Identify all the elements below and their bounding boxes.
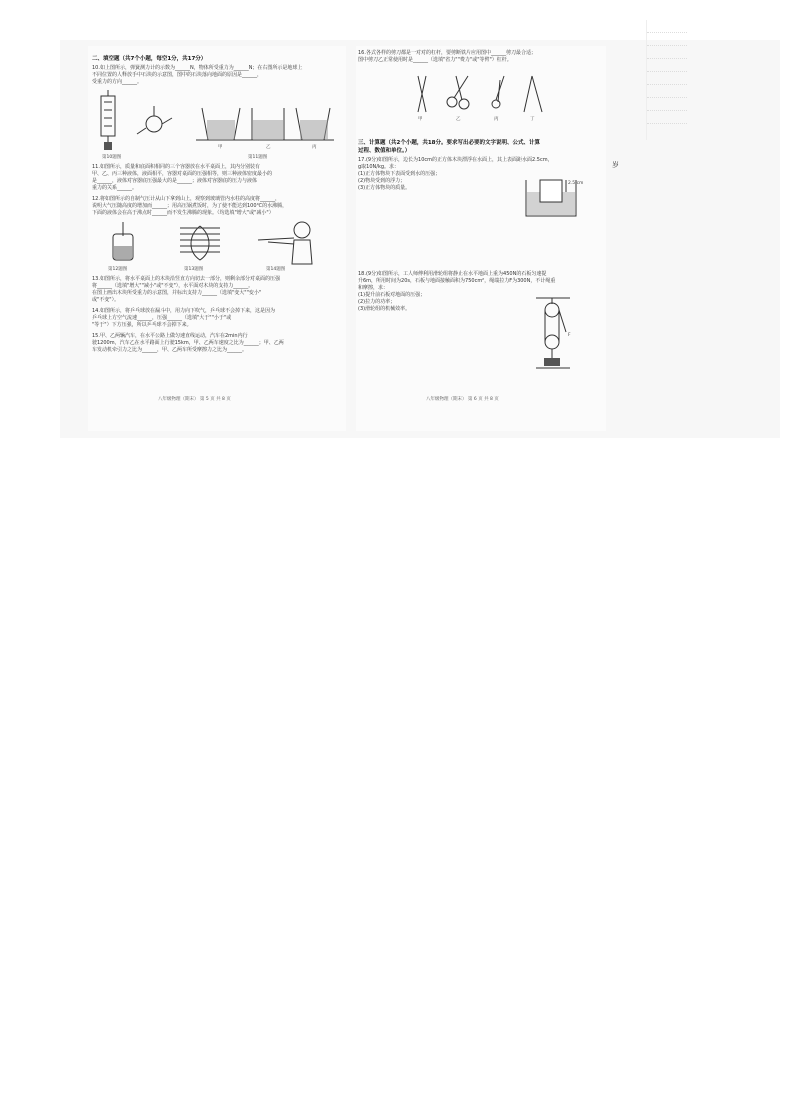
three-vessels-figure <box>196 104 336 142</box>
q14-line: 14.如图所示，将乒乓球放在漏斗中，用力向下吹气，乒乓球不会掉下来，这是因为 <box>92 308 275 314</box>
q14-line: 乒乓球上方空气流速______，压强______（选填"大于""小于"或 <box>92 315 232 321</box>
force-label: F <box>568 333 571 338</box>
q17-line: 17.(9分)如图所示，边长为10cm的正方体木块漂浮在水面上，其上表面距水面2.5cm， <box>358 157 553 163</box>
q14-line: "等于"）下方压强，所以乒乓球不会掉下来。 <box>92 322 192 328</box>
section-heading-calc-2: 过程、数值和单位。） <box>358 148 411 154</box>
earth-stone-figure <box>134 102 174 140</box>
right-page-footer: 八年级物理（期末） 第 6 页 共 8 页 <box>426 397 499 402</box>
q18-line: (2)拉力的功率； <box>358 299 396 305</box>
q13-line: 13.如图所示，将水平桌面上的木块沿竖直方向切去一部分，则剩余部分对桌面的压强 <box>92 276 280 282</box>
q12-caption: 第12题图 <box>108 267 128 272</box>
q18-line: (3)滑轮组的机械效率。 <box>358 306 411 312</box>
spring-scale-figure <box>96 90 120 154</box>
right-page <box>356 46 606 431</box>
q10-caption: 第10题图 <box>102 155 122 160</box>
vessel-label: 乙 <box>266 145 271 150</box>
scissor-label: 乙 <box>456 117 461 122</box>
q10-line: 受重力的方向______。 <box>92 79 143 85</box>
q11-line: 甲、乙、丙三种液体，液面相平，容器对桌面的压强相等，则三种液体密度最小的 <box>92 171 273 177</box>
q13-caption: 第13题图 <box>184 267 204 272</box>
section-heading-fill-in: 二、填空题（共7个小题，每空1分，共17分） <box>92 56 207 62</box>
q12-line: 12.将如图所示的自制气压计从山下拿到山上，观察到玻璃管内水柱的高度将______， <box>92 196 280 202</box>
q14-caption: 第14题图 <box>266 267 286 272</box>
section-heading-calc: 三、计算题（共2个小题，共18分。要求写出必要的文字说明、公式、计算 <box>358 140 540 146</box>
child-blowing-figure <box>256 218 320 266</box>
q18-line: (1)提升前石板对地面的压强； <box>358 292 426 298</box>
q17-line: g取10N/kg。求： <box>358 164 400 170</box>
margin-strip <box>646 20 687 140</box>
q15-line: 驶1200m，汽车乙在水平路面上行驶15km，甲、乙两车速度之比为______；甲、乙两 <box>92 340 284 346</box>
q18-line: 和摩擦，求： <box>358 285 389 291</box>
q12-line: 下面的液体会在高于沸点时______而不发生沸腾的现象。（均选填"增大"或"减小"） <box>92 210 274 216</box>
margin-mark: 岁 <box>612 161 619 169</box>
scissor-label: 丁 <box>530 117 535 122</box>
q15-line: 车发动机牵引力之比为______，甲、乙两车所受摩擦力之比为______。 <box>92 347 248 353</box>
q13-line: 在图上画出木块所受重力的示意图，并标出支持力______（选填"变大""变小" <box>92 290 262 296</box>
q11-caption: 第11题图 <box>248 155 268 160</box>
q11-line: 重力的关系______。 <box>92 185 138 191</box>
q17-line: (1)正方体物块下表面受到水的压强； <box>358 171 441 177</box>
dimension-label: 2.5 cm <box>568 181 584 186</box>
q11-line: 11.如图所示，质量和底面积相同的三个容器放在水平桌面上，其内分别装有 <box>92 164 260 170</box>
q18-line: 18.(9分)如图所示，工人师傅利用滑轮组将静止在水平地面上重为450N的石板匀速提 <box>358 271 547 277</box>
vessel-label: 甲 <box>218 145 223 150</box>
scissors-figure <box>412 74 552 114</box>
q13-line: 将______（选填"增大""减小"或"不变"），水平面对木块的支持力______。 <box>92 283 254 289</box>
q13-line: 或"不变"）。 <box>92 297 120 303</box>
q10-line: 10.如上图所示，弹簧测力计的示数为______N，物体所受重力为______N；在右图所示是地球上 <box>92 65 303 71</box>
q12-line: 说明大气压随高度的增加而______；用高压锅煮饭时，为了使不能达到100℃的水沸腾， <box>92 203 288 209</box>
q16-line: 图中剪刀乙正常使用时是______（选填"省力""费力"或"等臂"）杠杆。 <box>358 57 512 63</box>
q15-line: 15.甲、乙两辆汽车，在水平公路上做匀速直线运动，汽车在2min内行 <box>92 333 248 339</box>
vessel-label: 丙 <box>312 145 317 150</box>
q16-line: 16.各式各样的剪刀都是一对对的杠杆，要剪断铁片应用图中______剪刀最合适； <box>358 50 536 56</box>
q10-line: 不同位置的人释放手中石块的示意图，图中的石块落向地面的原因是______， <box>92 72 263 78</box>
left-page-footer: 八年级物理（期末） 第 5 页 共 8 页 <box>158 397 231 402</box>
q17-line: (3)正方体物块的质量。 <box>358 185 411 191</box>
barometer-bottle-figure <box>110 222 136 262</box>
left-page <box>88 46 346 431</box>
funnel-ball-figure <box>180 222 220 262</box>
scissor-label: 甲 <box>418 117 423 122</box>
q18-line: 升6m，所用时间为20s，石板与地面接触面积为750cm²，绳端拉力F为300N，不计绳重 <box>358 278 556 284</box>
scissor-label: 丙 <box>494 117 499 122</box>
q17-line: (2)物块受到的浮力； <box>358 178 406 184</box>
q11-line: 是______，液体对容器底压强最大的是______；液体对容器底的压力与液体 <box>92 178 258 184</box>
